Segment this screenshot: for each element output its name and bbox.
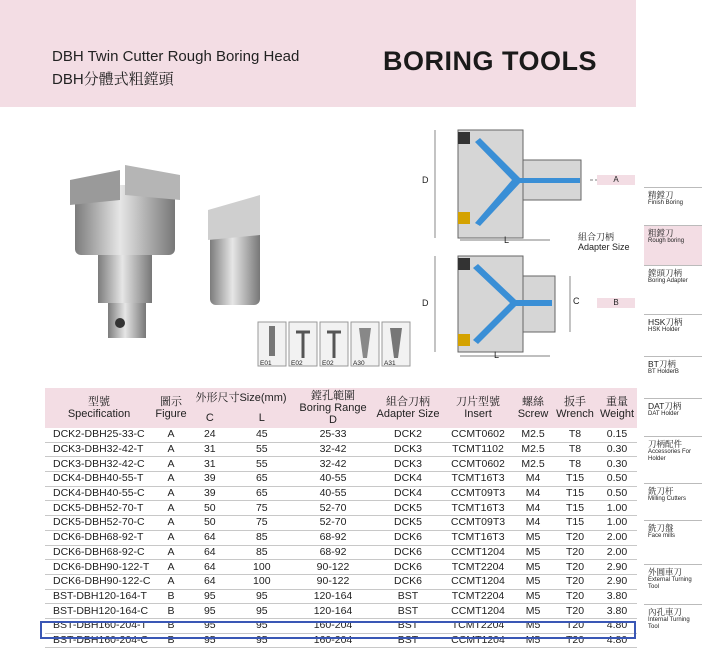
cell-figure: A [167, 531, 175, 544]
cell-insert: TCMT16T3 [451, 472, 505, 485]
accessory-label-2: E02 [291, 360, 303, 367]
cell-wrench: T20 [565, 531, 585, 544]
cell-weight: 1.00 [606, 516, 628, 529]
cell-adapter: DCK2 [393, 428, 422, 441]
cell-screw: M4 [525, 501, 541, 514]
header-adapter: 組合刀柄 Adapter Size [373, 388, 443, 428]
cell-adapter: BST [397, 604, 419, 617]
cell-wrench: T20 [565, 589, 585, 602]
cell-spec: DCK4-DBH40-55-C [53, 487, 145, 500]
header-spec: 型號 Specification [45, 388, 153, 428]
brand-heading: BORING TOOLS [383, 46, 598, 76]
cell-screw: M4 [525, 472, 541, 485]
header-c: C [189, 408, 231, 428]
cell-spec: BST-DBH160-204-C [53, 633, 149, 646]
cell-figure: A [167, 560, 175, 573]
sidebar-item-internal-turning[interactable]: 內孔車刀 Internal Turning Tool [644, 604, 702, 644]
cell-insert: TCMT2204 [451, 619, 505, 632]
cell-weight: 0.50 [606, 487, 628, 500]
sidebar-item-accessories[interactable]: 刀柄配件 Accessories For Holder [644, 436, 702, 483]
cell-c: 39 [203, 472, 216, 485]
boring-head-2-cutters [208, 195, 260, 240]
cell-spec: BST-DBH160-204-T [53, 619, 147, 632]
cell-screw: M5 [525, 560, 541, 573]
specification-table [45, 388, 637, 648]
cell-screw: M5 [525, 575, 541, 588]
table-header-row [45, 388, 637, 408]
title-chinese: DBH分體式粗鏜頭 [52, 71, 174, 88]
title-english: DBH Twin Cutter Rough Boring Head [52, 48, 300, 65]
cell-range: 160-204 [313, 633, 353, 646]
cell-screw: M2.5 [521, 457, 545, 470]
table-row [45, 442, 637, 457]
cell-weight: 2.90 [606, 575, 628, 588]
cell-l: 65 [255, 487, 268, 500]
cell-l: 85 [255, 531, 268, 544]
cell-c: 24 [203, 428, 216, 441]
cell-adapter: DCK6 [393, 560, 422, 573]
cell-spec: DCK6-DBH90-122-C [53, 575, 151, 588]
cell-figure: A [167, 443, 175, 456]
cell-c: 50 [203, 501, 216, 514]
cell-adapter: BST [397, 633, 419, 646]
cell-weight: 0.50 [606, 472, 628, 485]
cell-wrench: T15 [565, 501, 585, 514]
cell-figure: B [167, 619, 175, 632]
table-row [45, 574, 637, 589]
cell-wrench: T20 [565, 545, 585, 558]
cell-insert: TCMT1102 [452, 443, 504, 456]
cell-range: 68-92 [319, 545, 347, 558]
header-boring-range: 鏜孔範圍 Boring Range D [293, 388, 373, 428]
table-row [45, 589, 637, 604]
header-banner [0, 0, 636, 107]
cell-insert: CCMT1204 [451, 545, 505, 558]
cell-weight: 2.00 [606, 531, 628, 544]
cell-c: 95 [203, 604, 216, 617]
cell-spec: DCK4-DBH40-55-T [53, 472, 144, 485]
cell-adapter: DCK4 [393, 472, 422, 485]
cell-insert: TCMT16T3 [451, 531, 505, 544]
cell-l: 95 [255, 589, 268, 602]
drawing-a-dim-d: D [422, 175, 429, 185]
accessory-label-1: E01 [260, 360, 272, 367]
cell-insert: TCMT16T3 [451, 501, 505, 514]
cell-weight: 2.90 [606, 560, 628, 573]
cell-wrench: T15 [565, 472, 585, 485]
table-row [45, 516, 637, 531]
cell-insert: CCMT0602 [451, 428, 505, 441]
cell-range: 120-164 [313, 604, 353, 617]
accessory-label-5: A31 [384, 360, 396, 367]
cell-weight: 0.15 [606, 428, 628, 441]
drawing-b-insert-bottom [458, 334, 470, 346]
cell-adapter: BST [397, 619, 419, 632]
technical-drawing-b [420, 252, 590, 362]
sidebar-item-milling-cutters[interactable]: 銑刀杆 Milling Cutters [644, 483, 702, 520]
adapter-size-label [578, 232, 630, 252]
header-figure: 圖示 Figure [153, 388, 189, 428]
cell-l: 55 [255, 457, 268, 470]
cell-figure: A [167, 457, 175, 470]
cell-c: 64 [203, 560, 216, 573]
header-wrench: 扳手 Wrench [553, 388, 597, 428]
sidebar-item-rough-boring[interactable]: 粗鏜刀 Rough boring [644, 225, 702, 265]
table-row [45, 457, 637, 472]
cell-l: 100 [253, 575, 271, 588]
cell-range: 90-122 [316, 560, 350, 573]
cell-figure: A [167, 545, 175, 558]
cell-adapter: DCK5 [393, 516, 422, 529]
cell-screw: M4 [525, 487, 541, 500]
cell-l: 45 [255, 428, 268, 441]
cell-screw: M5 [525, 589, 541, 602]
product-photos [60, 155, 260, 355]
sidebar-item-hsk-holder[interactable]: HSK刀柄 HSK Holder [644, 314, 702, 356]
header-screw: 螺絲 Screw [513, 388, 553, 428]
drawing-b-insert-top [458, 258, 470, 270]
adapter-size-en: Adapter Size [578, 242, 630, 252]
table-row [45, 428, 637, 442]
cell-range: 52-70 [319, 501, 347, 514]
cell-c: 64 [203, 545, 216, 558]
cell-c: 64 [203, 575, 216, 588]
cell-screw: M5 [525, 619, 541, 632]
cell-figure: A [167, 472, 175, 485]
cell-insert: CCMT1204 [451, 604, 505, 617]
cell-l: 75 [255, 516, 268, 529]
header-weight: 重量 Weight [597, 388, 637, 428]
cell-range: 120-164 [313, 589, 353, 602]
cell-range: 160-204 [313, 619, 353, 632]
table-row [45, 560, 637, 575]
boring-head-shank [108, 303, 146, 338]
cell-c: 31 [203, 457, 216, 470]
cell-weight: 3.80 [606, 604, 628, 617]
cell-l: 100 [253, 560, 271, 573]
cell-range: 40-55 [319, 487, 347, 500]
table-row [45, 501, 637, 516]
cell-range: 90-122 [316, 575, 350, 588]
cell-c: 39 [203, 487, 216, 500]
cell-c: 64 [203, 531, 216, 544]
cell-range: 32-42 [319, 457, 347, 470]
cell-c: 50 [203, 516, 216, 529]
cell-adapter: DCK3 [393, 457, 422, 470]
cell-range: 40-55 [319, 472, 347, 485]
cell-screw: M4 [525, 516, 541, 529]
cell-adapter: DCK6 [393, 545, 422, 558]
header-insert: 刀片型號 Insert [443, 388, 513, 428]
sidebar-item-dat-holder[interactable]: DAT刀柄 DAT Holder [644, 398, 702, 436]
cell-screw: M5 [525, 604, 541, 617]
cell-figure: B [167, 604, 175, 617]
sidebar-item-face-mills[interactable]: 銑刀盤 Face mills [644, 520, 702, 564]
cell-insert: CCMT1204 [451, 575, 505, 588]
cutter-block-left [70, 170, 120, 205]
cell-adapter: BST [397, 589, 419, 602]
accessory-label-3: E02 [322, 360, 334, 367]
cell-spec: DCK6-DBH68-92-C [53, 545, 145, 558]
cell-wrench: T20 [565, 633, 585, 646]
cell-spec: BST-DBH120-164-C [53, 604, 149, 617]
cell-wrench: T8 [568, 443, 582, 456]
cell-insert: CCMT0602 [451, 457, 505, 470]
cell-screw: M5 [525, 545, 541, 558]
cell-insert: CCMT1204 [451, 633, 505, 646]
cell-figure: B [167, 589, 175, 602]
cell-figure: A [167, 487, 175, 500]
cell-figure: A [167, 428, 175, 441]
cell-l: 55 [255, 443, 268, 456]
cell-l: 75 [255, 501, 268, 514]
sidebar-item-external-turning[interactable]: 外圓車刀 External Turning Tool [644, 564, 702, 604]
boring-head-neck [98, 255, 152, 303]
drawing-a-dim-l: L [504, 235, 510, 245]
drawing-a-insert-top [458, 132, 470, 144]
cell-c: 95 [203, 589, 216, 602]
cell-spec: DCK2-DBH25-33-C [53, 428, 145, 441]
figure-a-tag: A [597, 175, 635, 185]
cell-adapter: DCK6 [393, 531, 422, 544]
cell-screw: M2.5 [521, 443, 545, 456]
cell-l: 85 [255, 545, 268, 558]
accessory-label-4: A30 [353, 360, 365, 367]
category-sidebar [644, 0, 704, 646]
cell-wrench: T20 [565, 575, 585, 588]
cell-weight: 0.30 [606, 457, 628, 470]
cell-figure: A [167, 501, 175, 514]
cell-insert: CCMT09T3 [450, 516, 506, 529]
cell-wrench: T8 [568, 457, 582, 470]
cell-weight: 2.00 [606, 545, 628, 558]
cell-weight: 4.80 [606, 633, 628, 646]
selected-row-highlight [40, 621, 636, 639]
cell-insert: CCMT09T3 [450, 487, 506, 500]
sidebar-item-bt-holder[interactable]: BT刀柄 BT HolderB [644, 356, 702, 398]
cell-c: 31 [203, 443, 216, 456]
header-l: L [231, 408, 293, 428]
cell-spec: DCK6-DBH68-92-T [53, 531, 144, 544]
cell-weight: 3.80 [606, 589, 628, 602]
adapter-size-zh: 組合刀柄 [578, 232, 615, 242]
cell-wrench: T20 [565, 560, 585, 573]
cell-spec: DCK5-DBH52-70-C [53, 516, 145, 529]
cell-adapter: DCK4 [393, 487, 422, 500]
cell-screw: M5 [525, 531, 541, 544]
cell-wrench: T15 [565, 516, 585, 529]
cell-wrench: T8 [568, 428, 582, 441]
cell-spec: DCK5-DBH52-70-T [53, 501, 144, 514]
cell-figure: B [167, 633, 175, 646]
cell-c: 95 [203, 633, 216, 646]
technical-drawing-a [420, 128, 635, 248]
cell-range: 68-92 [319, 531, 347, 544]
shank-hole [115, 318, 125, 328]
table-row [45, 472, 637, 487]
cell-adapter: DCK5 [393, 501, 422, 514]
drawing-b-dim-l: L [494, 350, 500, 360]
cell-weight: 0.30 [606, 443, 628, 456]
cell-wrench: T20 [565, 619, 585, 632]
cell-weight: 4.80 [606, 619, 628, 632]
table-row [45, 486, 637, 501]
cell-adapter: DCK3 [393, 443, 422, 456]
drawing-a-insert-bottom [458, 212, 470, 224]
figure-b-tag: B [597, 298, 635, 308]
cell-range: 52-70 [319, 516, 347, 529]
cell-wrench: T20 [565, 604, 585, 617]
cell-weight: 1.00 [606, 501, 628, 514]
drawing-b-dim-c: C [573, 296, 580, 306]
cell-screw: M2.5 [521, 428, 545, 441]
table-body [45, 428, 637, 648]
cell-range: 25-33 [319, 428, 347, 441]
cell-spec: DCK3-DBH32-42-T [53, 443, 144, 456]
cell-insert: TCMT2204 [451, 560, 505, 573]
cell-l: 95 [255, 604, 268, 617]
drawing-b-dim-d: D [422, 298, 429, 308]
cell-l: 95 [255, 619, 268, 632]
table-row [45, 604, 637, 619]
cell-figure: A [167, 516, 175, 529]
cell-wrench: T15 [565, 487, 585, 500]
cutter-block-right [125, 165, 180, 200]
cell-spec: BST-DBH120-164-T [53, 589, 147, 602]
cell-spec: DCK3-DBH32-42-C [53, 457, 145, 470]
cell-screw: M5 [525, 633, 541, 646]
header-size: 外形尺寸Size(mm) [189, 388, 293, 408]
table-row [45, 530, 637, 545]
sidebar-item-finish-boring[interactable]: 精鏜刀 Finish Boring [644, 187, 702, 225]
cell-figure: A [167, 575, 175, 588]
cell-l: 95 [255, 633, 268, 646]
cell-adapter: DCK6 [393, 575, 422, 588]
cell-insert: TCMT2204 [451, 589, 505, 602]
cell-spec: DCK6-DBH90-122-T [53, 560, 150, 573]
sidebar-item-boring-adapter[interactable]: 鏜頭刀柄 Boring Adapter [644, 265, 702, 314]
cell-c: 95 [203, 619, 216, 632]
table-row [45, 545, 637, 560]
cell-range: 32-42 [319, 443, 347, 456]
cell-l: 65 [255, 472, 268, 485]
